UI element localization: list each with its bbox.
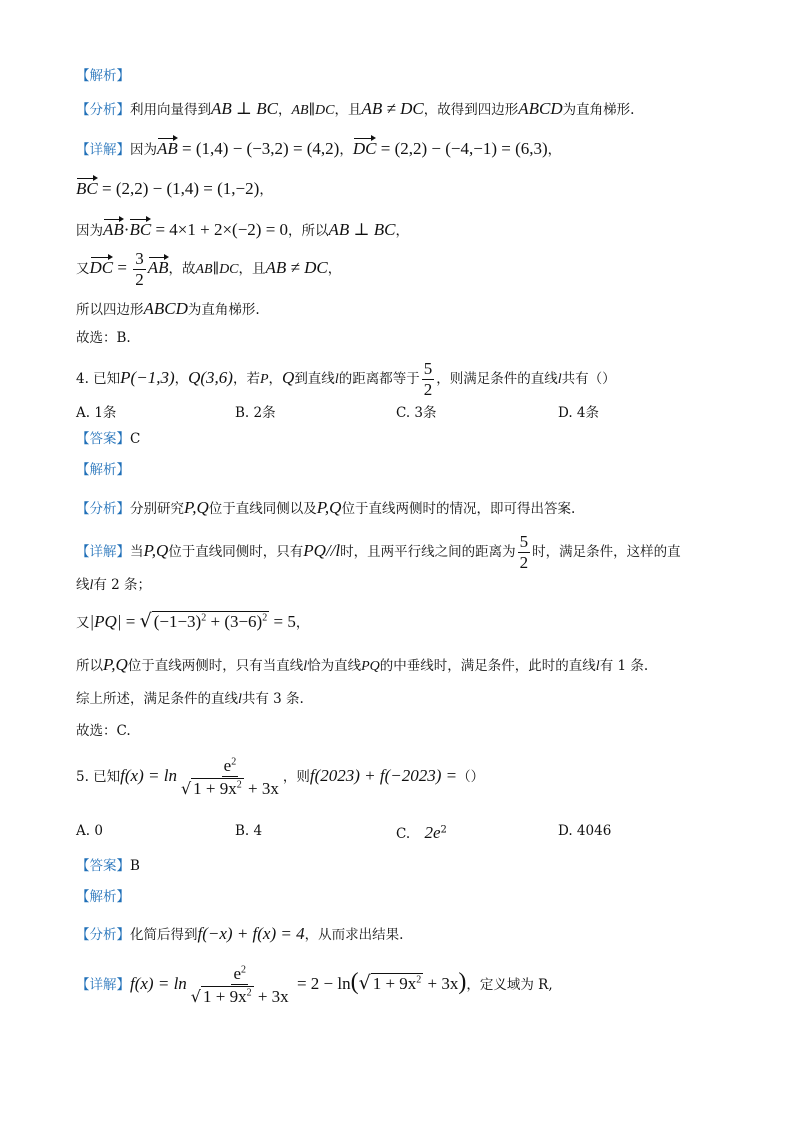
q5-stem: 5. 已知f(x) = ln $\frac{e^2}{√ 1 + 9x^2 + 3x}$ ，则f(2023) + f(−2023) =（）: [76, 756, 485, 798]
q4-detail-line2: 线l有 2 条；: [76, 577, 152, 593]
prev-detail-line4: 又DC = $\frac{3}{2}$ AB，故AB∥DC，且AB ≠ DC，: [76, 249, 342, 289]
sqrt-icon: √: [180, 778, 192, 798]
vector-ab: AB: [157, 139, 178, 158]
fraction-3-2: $\frac{3}{2}$: [135, 249, 144, 289]
q5-option-c: C. $2e^2$: [396, 823, 447, 842]
q4-final: 故选：C.: [76, 723, 131, 739]
q4-fenxi: 【分析】分别研究P,Q位于直线同侧以及P,Q位于直线两侧时的情况，即可得出答案.: [76, 498, 576, 517]
fraction-e2-over-sqrt: $\frac{e^2}{√ 1 + 9x^2 + 3x}$: [180, 756, 279, 798]
q5-answer: 【答案】B: [76, 858, 140, 874]
q4-option-d: D. 4条: [558, 405, 600, 421]
q5-analysis-heading: 【解析】: [76, 889, 130, 905]
q4-answer: 【答案】C: [76, 431, 141, 447]
q5-detail-line1: 【详解】f(x) = ln $\frac{e^2}{√ 1 + 9x^2 + 3x}$ = 2 − ln(√ $1 + 9x^2 + 3x$)，定义域为 R,: [76, 964, 553, 1006]
sqrt-icon: √: [139, 610, 152, 632]
q4-option-a: A. 1条: [76, 405, 117, 421]
analysis-heading: 【解析】: [76, 68, 130, 84]
fraction-5-2: $\frac{5}{2}$: [423, 359, 433, 399]
prev-detail-line5: 所以四边形ABCD为直角梯形.: [76, 299, 260, 318]
q4-option-c: C. 3条: [396, 405, 437, 421]
prev-detail-line2: BC = (2,2) − (1,4) = (1,−2)，: [76, 179, 273, 198]
prev-detail-line1: 【详解】因为AB = (1,4) − (−3,2) = (4,2)，DC = (2,2) − (−4,−1) = (6,3)，: [76, 139, 562, 158]
vector-bc: BC: [76, 179, 98, 198]
q4-detail-line4: 所以P,Q位于直线两侧时，只有当直线l恰为直线PQ的中垂线时，满足条件，此时的直线l有 1 条.: [76, 655, 649, 674]
q4-option-b: B. 2条: [235, 405, 276, 421]
q4-detail-line3: 又|PQ| = √ $(-1-3)^2 + (3-6)^2 = 5$，: [76, 610, 310, 632]
q5-option-b: B. 4: [235, 823, 263, 839]
q5-option-a: A. 0: [76, 823, 103, 839]
prev-fenxi: 【分析】利用向量得到AB ⊥ BC，AB∥DC，且AB ≠ DC，故得到四边形ABCD为直角梯形.: [76, 99, 635, 118]
q4-stem: 4. 已知P(−1,3)，Q(3,6)，若P，Q到直线l的距离都等于 $\frac{5}{2}$ ，则满足条件的直线l共有（）: [76, 359, 616, 399]
q4-analysis-heading: 【解析】: [76, 462, 130, 478]
q4-detail-line1: 【详解】当P,Q位于直线同侧时，只有PQ//l时，且两平行线之间的距离为 $\frac{5}{2}$ 时，满足条件，这样的直: [76, 532, 681, 572]
prev-detail-line3: 因为AB·BC = 4×1 + 2×(−2) = 0，所以AB ⊥ BC，: [76, 220, 410, 239]
q5-option-d: D. 4046: [558, 823, 612, 839]
vector-dc: DC: [352, 139, 377, 158]
q5-fenxi: 【分析】化简后得到f(−x) + f(x) = 4，从而求出结果.: [76, 924, 404, 943]
prev-answer: 故选：B.: [76, 330, 131, 346]
q4-detail-line5: 综上所述，满足条件的直线l共有 3 条.: [76, 691, 304, 707]
